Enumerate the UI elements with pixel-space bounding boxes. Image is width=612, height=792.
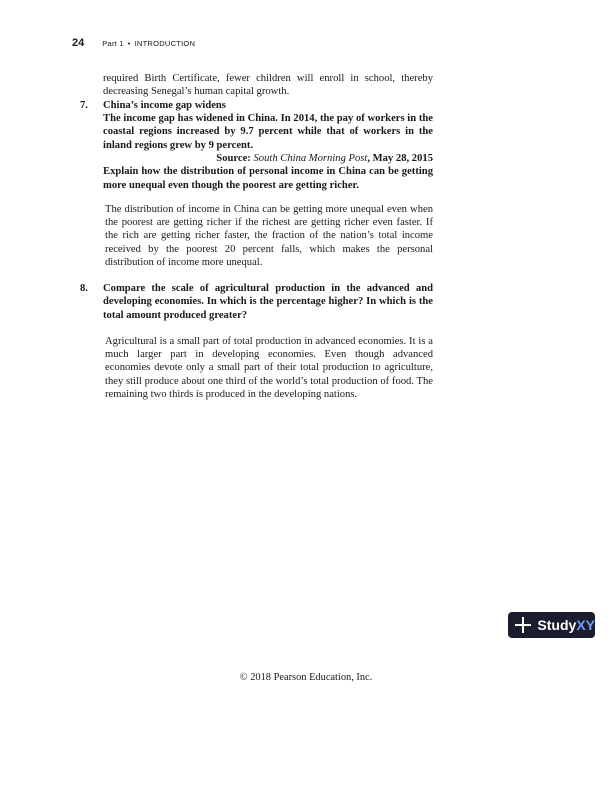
answer-7: The distribution of income in China can be getting more unequal even when the poorest are getting richer if the richest are getting richer even faster. If the rich are getting richer faster, the fraction of the nation’s total income received by the poorest 20 percent falls, which makes the personal distribution of income more unequal. [105, 203, 433, 269]
question-7 [80, 99, 433, 192]
question-title: China’s income gap widens [103, 99, 226, 111]
question-number: 7. [80, 99, 88, 111]
running-head-text [102, 39, 195, 48]
running-header [72, 37, 195, 51]
page-content [80, 72, 433, 412]
source-prefix: Source: [216, 153, 251, 165]
answer-8: Agricultural is a small part of total production in advanced economies. It is a much larger part in developing economies. Even though advanced economies devote only a small part of their total production to agriculture, they still produce about one third of the world’s total production of food. The remaining two thirds is produced in the developing nations. [105, 335, 433, 400]
question-prompt: Explain how the distribution of personal income in China can be getting more unequal even though the poorest are getting richer. [103, 166, 433, 191]
copyright-footer: © 2018 Pearson Education, Inc. [239, 672, 373, 683]
carryover-paragraph: required Birth Certificate, fewer children will enroll in school, thereby decreasing Senegal’s human capital growth. [103, 73, 433, 98]
brand-main: Study [537, 617, 577, 633]
plus-icon [513, 615, 531, 635]
quote-source [103, 152, 433, 165]
news-quote: The income gap has widened in China. In 2014, the pay of workers in the coastal regions increased by 9.7 percent while that of workers in the inland regions grew by 9 percent. [103, 113, 433, 151]
question-8 [80, 282, 433, 322]
studyxy-badge[interactable] [508, 612, 595, 638]
brand-name [537, 617, 595, 633]
header-separator: • [127, 39, 131, 48]
page-number: 24 [72, 37, 85, 49]
part-label: Part 1 [102, 39, 124, 48]
brand-accent: XY [576, 617, 595, 633]
source-date: , May 28, 2015 [367, 153, 433, 165]
section-label: INTRODUCTION [134, 39, 196, 48]
question-prompt: Compare the scale of agricultural production in the advanced and developing economies. In which is the percentage higher? In which is the total amount produced greater? [103, 283, 433, 321]
question-number: 8. [80, 283, 88, 294]
source-title: South China Morning Post [253, 153, 368, 165]
